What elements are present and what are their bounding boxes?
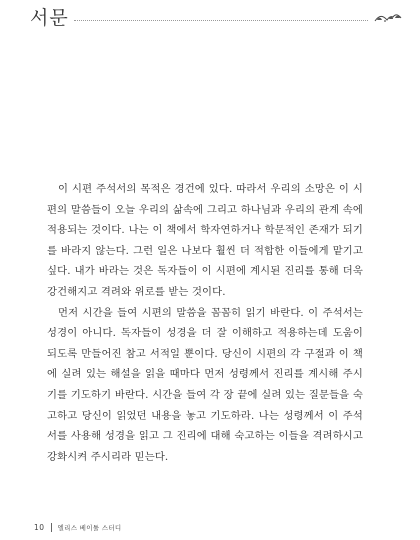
page-number: 10: [34, 522, 45, 532]
page-footer: [34, 520, 122, 534]
body-paragraph: 먼저 시간을 들여 시편의 말씀을 꼼꼼히 읽기 바란다. 이 주석서는 성경이 아니다. 독자들이 성경을 더 잘 이해하고 적용하는데 도움이 되도록 만들어진 참고 서적일 뿐이다. 당신이 시편의 각 구절과 이 책에 실려 있는 해설을 읽을 때마다 먼저 성령께서 진리를 계시해 주시기를 기도하기 바란다. 시간을 들여 각 장 끝에 실려 있는 질문들을 숙고하고 당신이 읽었던 내용을 놓고 기도하라. 나는 성령께서 이 주석서를 사용해 성경을 읽고 그 진리에 대해 숙고하는 이들을 격려하시고 강화시켜 주시리라 믿는다.: [47, 306, 363, 463]
page-title: 서문: [30, 7, 69, 29]
body-paragraph: 이 시편 주석서의 목적은 경건에 있다. 따라서 우리의 소망은 이 시편의 말씀들이 오늘 우리의 삶속에 그리고 하나님과 우리의 관계 속에 적용되는 것이다. 나는 이 책에서 학자연하거나 학문적인 존재가 되기를 바라지 않는다. 그런 일은 나보다 훨씬 더 적합한 이들에게 맡기고 싶다. 내가 바라는 것은 독자들이 이 시편에 계시된 진리를 통해 더욱 강건해지고 격려와 위로를 받는 것이다.: [47, 183, 363, 298]
page-header: [30, 6, 402, 32]
preface-body: [47, 179, 363, 467]
leaf-ornament-icon: [374, 12, 402, 24]
header-dotted-rule: [74, 20, 368, 21]
footer-divider: [51, 523, 52, 532]
running-title: 엘리스 베이툴 스터디: [57, 523, 122, 532]
